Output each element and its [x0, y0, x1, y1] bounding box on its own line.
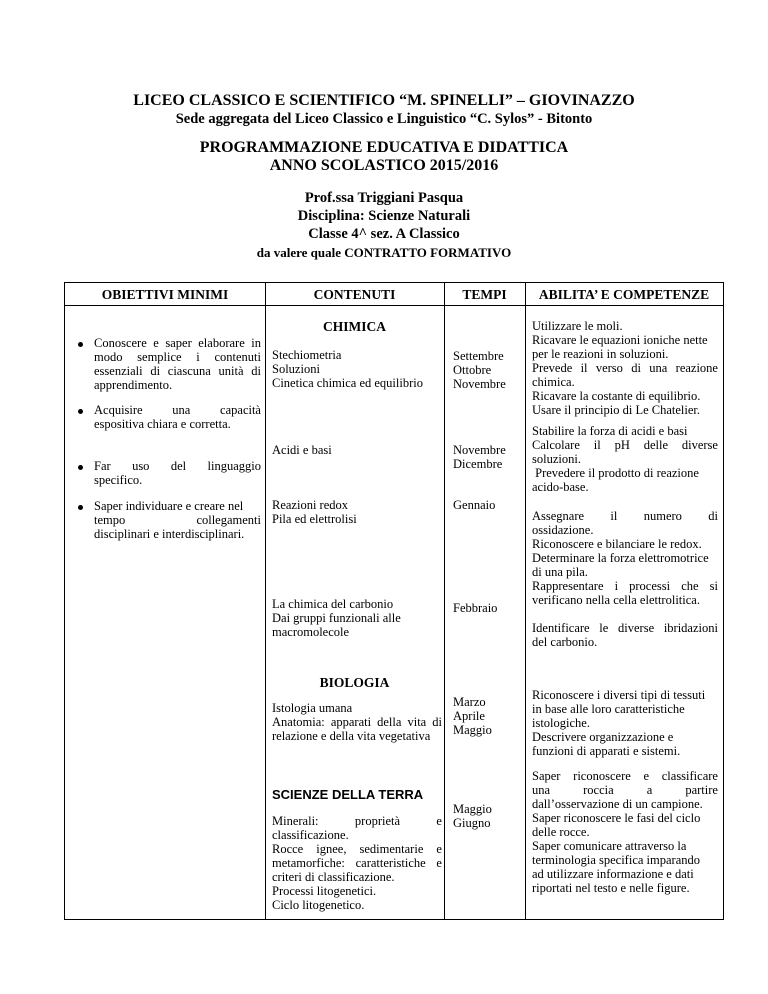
- skill-line: Saper riconoscere le fasi del ciclo: [532, 811, 701, 825]
- skill-block-5: [532, 688, 718, 758]
- skill-line: per le reazioni in soluzioni.: [532, 347, 669, 361]
- time-block-2: [453, 443, 523, 471]
- col-divider-2: [444, 283, 445, 919]
- skill-line: di una pila.: [532, 565, 588, 579]
- skill-line: acido-base.: [532, 480, 589, 494]
- skill-line: Determinare la forza elettromotrice: [532, 551, 709, 565]
- skill-line: funzioni di apparati e sistemi.: [532, 744, 681, 758]
- content-line: Stechiometria: [272, 348, 342, 362]
- content-line: La chimica del carbonio: [272, 597, 394, 611]
- header-times: TEMPI: [462, 287, 507, 302]
- col-divider-3: [525, 283, 526, 919]
- skill-line: ad utilizzare informazione e dati: [532, 867, 694, 881]
- school-year: ANNO SCOLASTICO 2015/2016: [269, 157, 499, 174]
- header-row-divider: [65, 305, 723, 306]
- content-block-6: [272, 814, 442, 912]
- time-line: Novembre: [453, 443, 506, 457]
- skill-line: Riconoscere e bilanciare le redox.: [532, 537, 702, 551]
- time-line: Maggio: [453, 723, 492, 737]
- contract-prefix: da valere quale: [256, 245, 345, 260]
- time-block-6: [453, 802, 523, 830]
- contract-label: CONTRATTO FORMATIVO: [344, 245, 512, 260]
- skill-block-6: [532, 769, 718, 895]
- content-block-1: [272, 348, 442, 390]
- skill-line: una roccia a partire: [532, 783, 718, 797]
- objective-item-2: Acquisire una capacità espositiva chiara e corretta.: [94, 403, 261, 431]
- bullet-icon: [78, 342, 83, 347]
- school-name: LICEO CLASSICO E SCIENTIFICO “M. SPINELLI” – GIOVINAZZO: [133, 92, 635, 109]
- skill-line: istologiche.: [532, 716, 590, 730]
- content-block-5: [272, 701, 442, 743]
- skill-block-3: [532, 509, 718, 607]
- skill-line: Prevede il verso di una reazione: [532, 361, 718, 375]
- objective-item-4: Saper individuare e creare nel tempo collegamenti disciplinari e interdisciplinari.: [94, 499, 261, 541]
- content-line: criteri di classificazione.: [272, 870, 395, 884]
- content-line: Minerali: proprietà e: [272, 814, 442, 828]
- content-line: Dai gruppi funzionali alle: [272, 611, 401, 625]
- skill-line: chimica.: [532, 375, 575, 389]
- content-line: Ciclo litogenetico.: [272, 898, 365, 912]
- skill-line: Ricavare la costante di equilibrio.: [532, 389, 701, 403]
- content-line: relazione e della vita vegetativa: [272, 729, 431, 743]
- time-line: Novembre: [453, 377, 506, 391]
- time-line: Giugno: [453, 816, 491, 830]
- time-block-5: [453, 695, 523, 737]
- skill-line: dall’osservazione di un campione.: [532, 797, 703, 811]
- class-name: Classe 4^ sez. A Classico: [308, 226, 460, 242]
- header-objectives: OBIETTIVI MINIMI: [101, 287, 229, 302]
- skill-line: verificano nella cella elettrolitica.: [532, 593, 700, 607]
- time-block-3: [453, 498, 523, 512]
- skill-line: Calcolare il pH delle diverse: [532, 438, 718, 452]
- time-block-4: [453, 601, 523, 615]
- skill-line: Ricavare le equazioni ioniche nette: [532, 333, 708, 347]
- content-line: macromolecole: [272, 625, 350, 639]
- program-title: PROGRAMMAZIONE EDUCATIVA E DIDATTICA: [199, 139, 569, 156]
- skill-line: Assegnare il numero di: [532, 509, 718, 523]
- branch-name: Sede aggregata del Liceo Classico e Linguistico “C. Sylos” - Bitonto: [175, 111, 593, 127]
- bullet-icon: [78, 409, 83, 414]
- skill-block-4: [532, 621, 718, 649]
- header-contents: CONTENUTI: [313, 287, 396, 302]
- skill-line: ossidazione.: [532, 523, 594, 537]
- teacher-name: Prof.ssa Triggiani Pasqua: [304, 190, 464, 206]
- skill-line: delle rocce.: [532, 825, 590, 839]
- time-line: Gennaio: [453, 498, 496, 512]
- content-line: metamorfiche: caratteristiche e: [272, 856, 442, 870]
- content-block-2: [272, 443, 442, 457]
- skill-block-1: [532, 319, 718, 417]
- col-divider-1: [265, 283, 266, 919]
- skill-block-2: [532, 424, 718, 494]
- content-line: Pila ed elettrolisi: [272, 512, 357, 526]
- content-line: Acidi e basi: [272, 443, 332, 457]
- time-line: Settembre: [453, 349, 504, 363]
- subject-name: Disciplina: Scienze Naturali: [297, 208, 471, 224]
- skill-line: Rappresentare i processi che si: [532, 579, 718, 593]
- skill-line: Saper riconoscere e classificare: [532, 769, 718, 783]
- content-block-4: [272, 597, 442, 639]
- skill-line: in base alle loro caratteristiche: [532, 702, 685, 716]
- content-line: Istologia umana: [272, 701, 353, 715]
- time-line: Dicembre: [453, 457, 503, 471]
- skill-line: Stabilire la forza di acidi e basi: [532, 424, 688, 438]
- content-line: Reazioni redox: [272, 498, 349, 512]
- time-line: Febbraio: [453, 601, 498, 615]
- section-chimica: CHIMICA: [323, 319, 386, 334]
- time-line: Aprile: [453, 709, 485, 723]
- skill-line: soluzioni.: [532, 452, 581, 466]
- skill-line: Identificare le diverse ibridazioni: [532, 621, 718, 635]
- content-line: Rocce ignee, sedimentarie e: [272, 842, 442, 856]
- time-line: Marzo: [453, 695, 486, 709]
- contract-line: [0, 245, 768, 261]
- skill-line: Utilizzare le moli.: [532, 319, 623, 333]
- header-skills: ABILITA’ E COMPETENZE: [538, 287, 710, 302]
- bullet-icon: [78, 505, 83, 510]
- bullet-icon: [78, 465, 83, 470]
- skill-line: del carbonio.: [532, 635, 598, 649]
- skill-line: terminologia specifica imparando: [532, 853, 700, 867]
- time-block-1: [453, 349, 523, 391]
- content-line: Anatomia: apparati della vita di: [272, 715, 442, 729]
- content-line: classificazione.: [272, 828, 349, 842]
- content-line: Cinetica chimica ed equilibrio: [272, 376, 423, 390]
- objective-item-1: Conoscere e saper elaborare in modo semplice i contenuti essenziali di ciascuna unità di apprendimento.: [94, 336, 261, 392]
- section-terra: SCIENZE DELLA TERRA: [272, 787, 424, 802]
- objective-item-3: Far uso del linguaggio specifico.: [94, 459, 261, 487]
- section-biologia: BIOLOGIA: [319, 675, 390, 690]
- content-line: Soluzioni: [272, 362, 320, 376]
- skill-line: Saper comunicare attraverso la: [532, 839, 687, 853]
- time-line: Maggio: [453, 802, 492, 816]
- skill-line: Riconoscere i diversi tipi di tessuti: [532, 688, 706, 702]
- skill-line: Usare il principio di Le Chatelier.: [532, 403, 701, 417]
- skill-line: Descrivere organizzazione e: [532, 730, 674, 744]
- time-line: Ottobre: [453, 363, 492, 377]
- skill-line: Prevedere il prodotto di reazione: [532, 466, 699, 480]
- content-block-3: [272, 498, 442, 526]
- skill-line: riportati nel testo e nelle figure.: [532, 881, 690, 895]
- content-line: Processi litogenetici.: [272, 884, 377, 898]
- program-table: [64, 282, 724, 920]
